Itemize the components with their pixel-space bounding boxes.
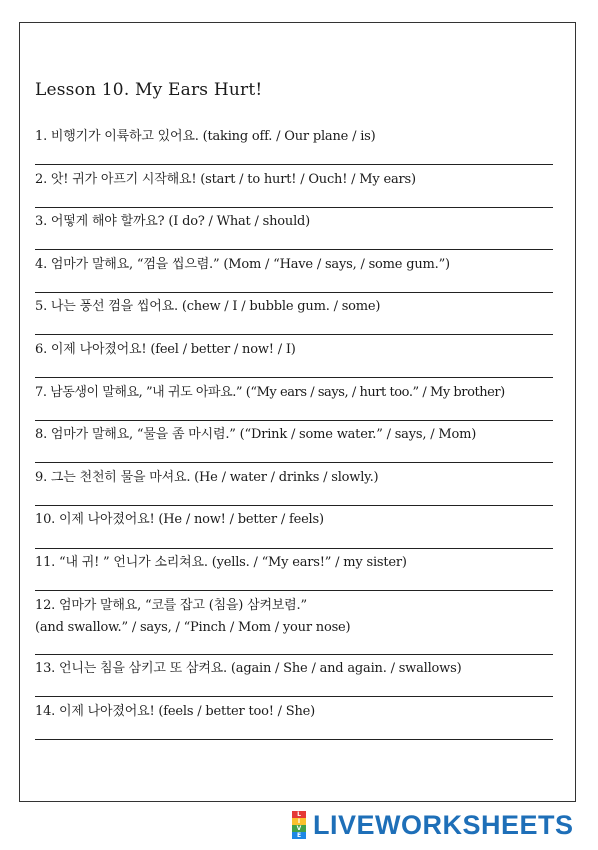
question-12: 12. 엄마가 말해요, “코를 잡고 (침을) 삼켜보렴.” <box>35 598 307 613</box>
answer-line-12[interactable] <box>35 654 553 655</box>
question-9: 9. 그는 천천히 물을 마셔요. (He / water / drinks / slowly.) <box>35 470 379 485</box>
answer-line-2[interactable] <box>35 207 553 208</box>
question-6: 6. 이제 나아졌어요! (feel / better / now! / I) <box>35 342 296 357</box>
lesson-title: Lesson 10. My Ears Hurt! <box>35 80 263 100</box>
live-letter-v: V <box>292 825 306 832</box>
answer-line-3[interactable] <box>35 249 553 250</box>
question-2: 2. 앗! 귀가 아프기 시작해요! (start / to hurt! / Ouch! / My ears) <box>35 172 416 187</box>
answer-line-9[interactable] <box>35 505 553 506</box>
logo-text: LIVEWORKSHEETS <box>313 809 574 840</box>
live-letter-l: L <box>292 811 306 818</box>
answer-line-10[interactable] <box>35 548 553 549</box>
question-5: 5. 나는 풍선 껌을 씹어요. (chew / I / bubble gum. / some) <box>35 299 381 314</box>
question-8: 8. 엄마가 말해요, “물을 좀 마시렴.” (“Drink / some water.” / says, / Mom) <box>35 427 477 442</box>
answer-line-13[interactable] <box>35 696 553 697</box>
question-14: 14. 이제 나아졌어요! (feels / better too! / She) <box>35 704 316 719</box>
question-11: 11. “내 귀! ” 언니가 소리쳐요. (yells. / “My ears!” / my sister) <box>35 555 407 570</box>
answer-line-1[interactable] <box>35 164 553 165</box>
answer-line-5[interactable] <box>35 334 553 335</box>
live-letter-i: I <box>292 818 306 825</box>
question-1: 1. 비행기가 이륙하고 있어요. (taking off. / Our plane / is) <box>35 129 376 144</box>
question-13: 13. 언니는 침을 삼키고 또 삼켜요. (again / She / and again. / swallows) <box>35 661 462 676</box>
question-3: 3. 어떻게 해야 할까요? (I do? / What / should) <box>35 214 311 229</box>
liveworksheets-logo[interactable] <box>289 809 574 841</box>
answer-line-4[interactable] <box>35 292 553 293</box>
answer-line-11[interactable] <box>35 590 553 591</box>
answer-line-8[interactable] <box>35 462 553 463</box>
question-12-continued: (and swallow.” / says, / “Pinch / Mom / your nose) <box>35 620 351 635</box>
question-7: 7. 남동생이 말해요, ”내 귀도 아파요.” (“My ears / says, / hurt too.” / My brother) <box>35 385 505 400</box>
question-10: 10. 이제 나아졌어요! (He / now! / better / feels) <box>35 512 324 527</box>
answer-line-14[interactable] <box>35 739 553 740</box>
answer-line-6[interactable] <box>35 377 553 378</box>
live-letter-e: E <box>292 832 306 839</box>
answer-line-7[interactable] <box>35 420 553 421</box>
question-4: 4. 엄마가 말해요, “껌을 씹으렴.” (Mom / “Have / says, / some gum.”) <box>35 257 450 272</box>
live-badge-icon <box>289 811 309 839</box>
